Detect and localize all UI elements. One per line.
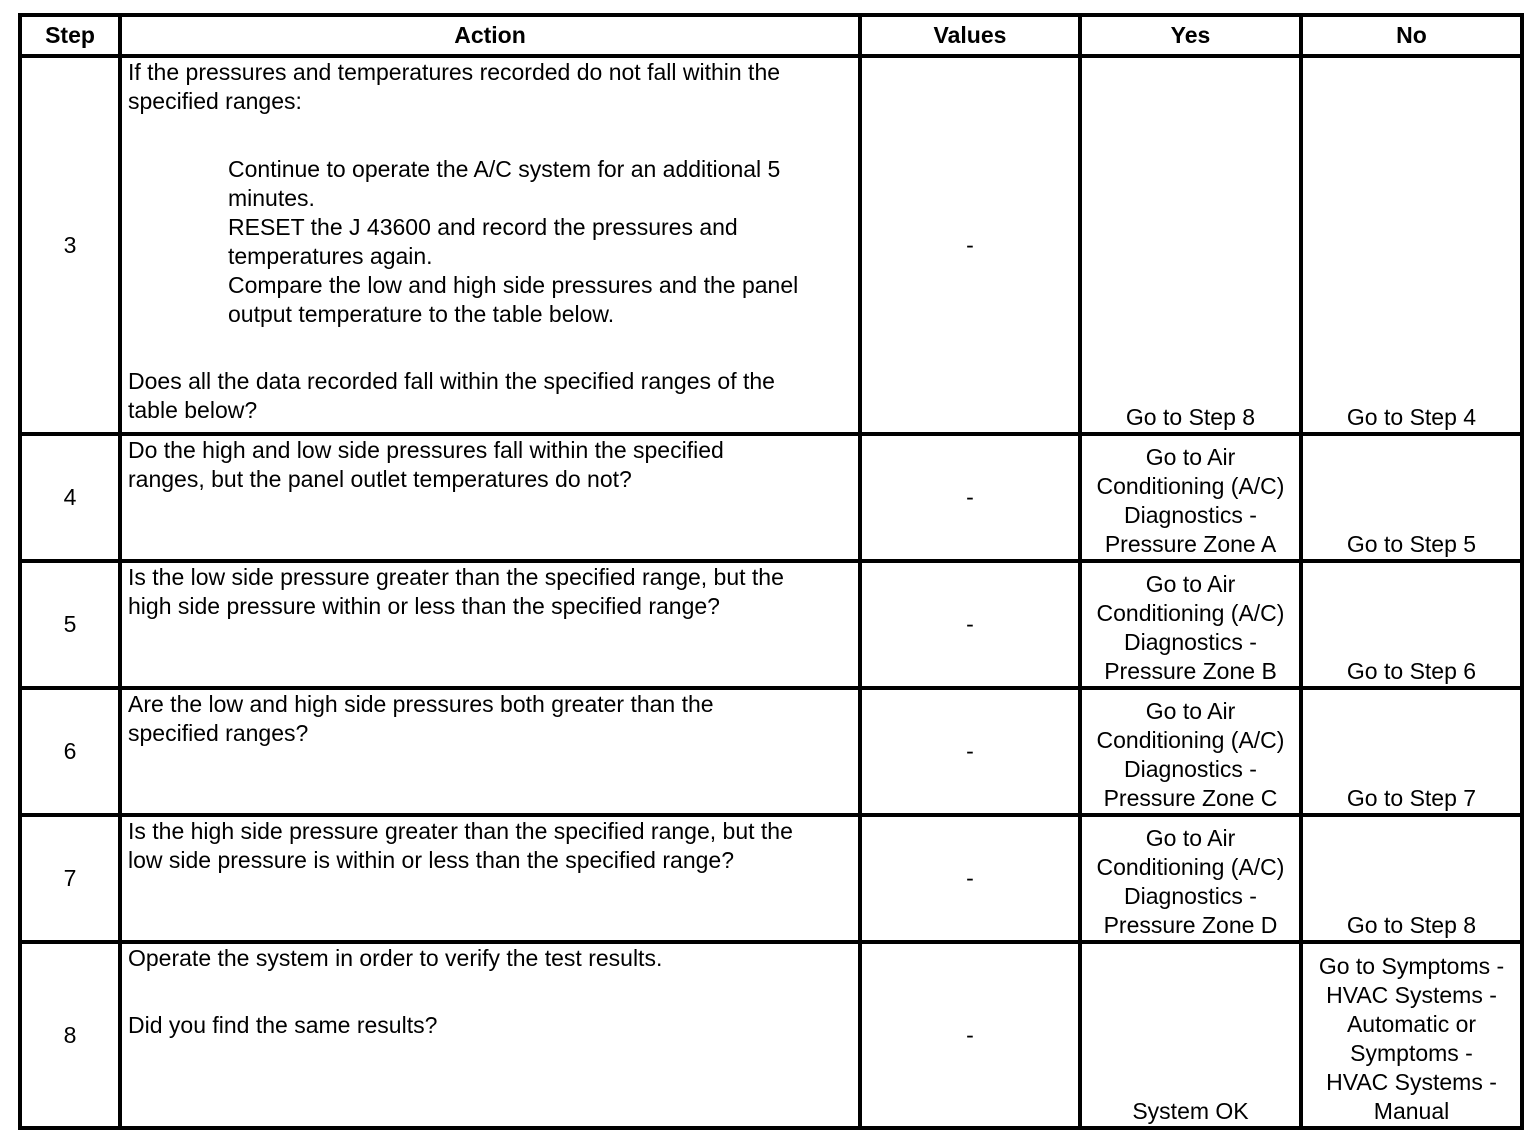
yes-cell (1080, 561, 1301, 688)
yes-text: Conditioning (A/C) (1096, 600, 1285, 626)
yes-text: Conditioning (A/C) (1096, 473, 1285, 499)
table-row-step-4 (20, 434, 1522, 561)
action-text: Operate the system in order to verify the test results. (128, 945, 663, 971)
action-text: ranges, but the panel outlet temperatures do not? (128, 466, 632, 492)
step-number: 7 (20, 815, 120, 942)
question-text: table below? (128, 397, 258, 423)
no-cell: Go to Step 4 (1301, 56, 1522, 434)
no-cell: Go to Step 7 (1301, 688, 1522, 815)
step-number: 5 (20, 561, 120, 688)
values-cell: - (860, 561, 1080, 688)
no-cell: Go to Step 8 (1301, 815, 1522, 942)
yes-text: Pressure Zone C (1103, 785, 1278, 811)
substep-text: minutes. (228, 185, 315, 211)
values-cell: - (860, 942, 1080, 1128)
substep-text: Continue to operate the A/C system for an additional 5 (228, 156, 781, 182)
table-row-step-8 (20, 942, 1522, 1128)
no-cell (1301, 942, 1522, 1128)
diagnostic-table (18, 13, 1524, 1130)
action-text: specified ranges? (128, 720, 309, 746)
values-cell: - (860, 56, 1080, 434)
yes-cell: Go to Step 8 (1080, 56, 1301, 434)
step-number: 8 (20, 942, 120, 1128)
action-text: Is the high side pressure greater than the specified range, but the (128, 818, 793, 844)
action-text: Do the high and low side pressures fall within the specified (128, 437, 724, 463)
action-text: Are the low and high side pressures both greater than the (128, 691, 714, 717)
table-row-step-5 (20, 561, 1522, 688)
yes-text: Conditioning (A/C) (1096, 854, 1285, 880)
table-row-step-3 (20, 56, 1522, 434)
yes-text: Go to Air (1145, 444, 1236, 470)
yes-text: Go to Air (1145, 571, 1236, 597)
no-text: Automatic or (1346, 1011, 1477, 1037)
substep-text: output temperature to the table below. (228, 301, 615, 327)
substep-text: RESET the J 43600 and record the pressures and (228, 214, 738, 240)
substep-text: temperatures again. (228, 243, 433, 269)
action-cell (120, 56, 860, 434)
step-number: 6 (20, 688, 120, 815)
step-number: 4 (20, 434, 120, 561)
no-text: Go to Symptoms - (1318, 953, 1505, 979)
table-row-step-6 (20, 688, 1522, 815)
no-cell: Go to Step 5 (1301, 434, 1522, 561)
yes-text: Pressure Zone B (1104, 658, 1277, 684)
action-cell (120, 434, 860, 561)
no-cell: Go to Step 6 (1301, 561, 1522, 688)
step-number: 3 (20, 56, 120, 434)
yes-text: Go to Air (1145, 698, 1236, 724)
values-cell: - (860, 434, 1080, 561)
action-text: high side pressure within or less than the specified range? (128, 593, 720, 619)
values-cell: - (860, 688, 1080, 815)
action-text: Is the low side pressure greater than the specified range, but the (128, 564, 784, 590)
substep-text: Compare the low and high side pressures and the panel (228, 272, 799, 298)
yes-text: Diagnostics - (1124, 883, 1257, 909)
question-text: Does all the data recorded fall within the specified ranges of the (128, 368, 775, 394)
action-cell (120, 942, 860, 1128)
yes-cell (1080, 688, 1301, 815)
yes-cell (1080, 434, 1301, 561)
header-yes: Yes (1080, 15, 1301, 56)
header-row (20, 15, 1522, 56)
no-text: HVAC Systems - (1326, 1069, 1497, 1095)
action-text: If the pressures and temperatures recorded do not fall within the (128, 59, 781, 85)
question-text: Did you find the same results? (128, 1012, 438, 1038)
no-text: Manual (1373, 1098, 1450, 1124)
action-cell (120, 688, 860, 815)
yes-text: Diagnostics - (1124, 502, 1257, 528)
yes-text: Pressure Zone D (1103, 912, 1278, 938)
yes-cell: System OK (1080, 942, 1301, 1128)
action-cell (120, 561, 860, 688)
values-cell: - (860, 815, 1080, 942)
yes-text: Go to Air (1145, 825, 1236, 851)
yes-cell (1080, 815, 1301, 942)
action-text: specified ranges: (128, 88, 302, 114)
yes-text: Conditioning (A/C) (1096, 727, 1285, 753)
yes-text: Diagnostics - (1124, 629, 1257, 655)
header-step: Step (20, 15, 120, 56)
action-text: low side pressure is within or less than the specified range? (128, 847, 734, 873)
action-cell (120, 815, 860, 942)
yes-text: Pressure Zone A (1104, 531, 1277, 557)
no-text: Symptoms - (1350, 1040, 1473, 1066)
header-action: Action (120, 15, 860, 56)
header-no: No (1301, 15, 1522, 56)
yes-text: Diagnostics - (1124, 756, 1257, 782)
header-values: Values (860, 15, 1080, 56)
no-text: HVAC Systems - (1326, 982, 1497, 1008)
table-row-step-7 (20, 815, 1522, 942)
